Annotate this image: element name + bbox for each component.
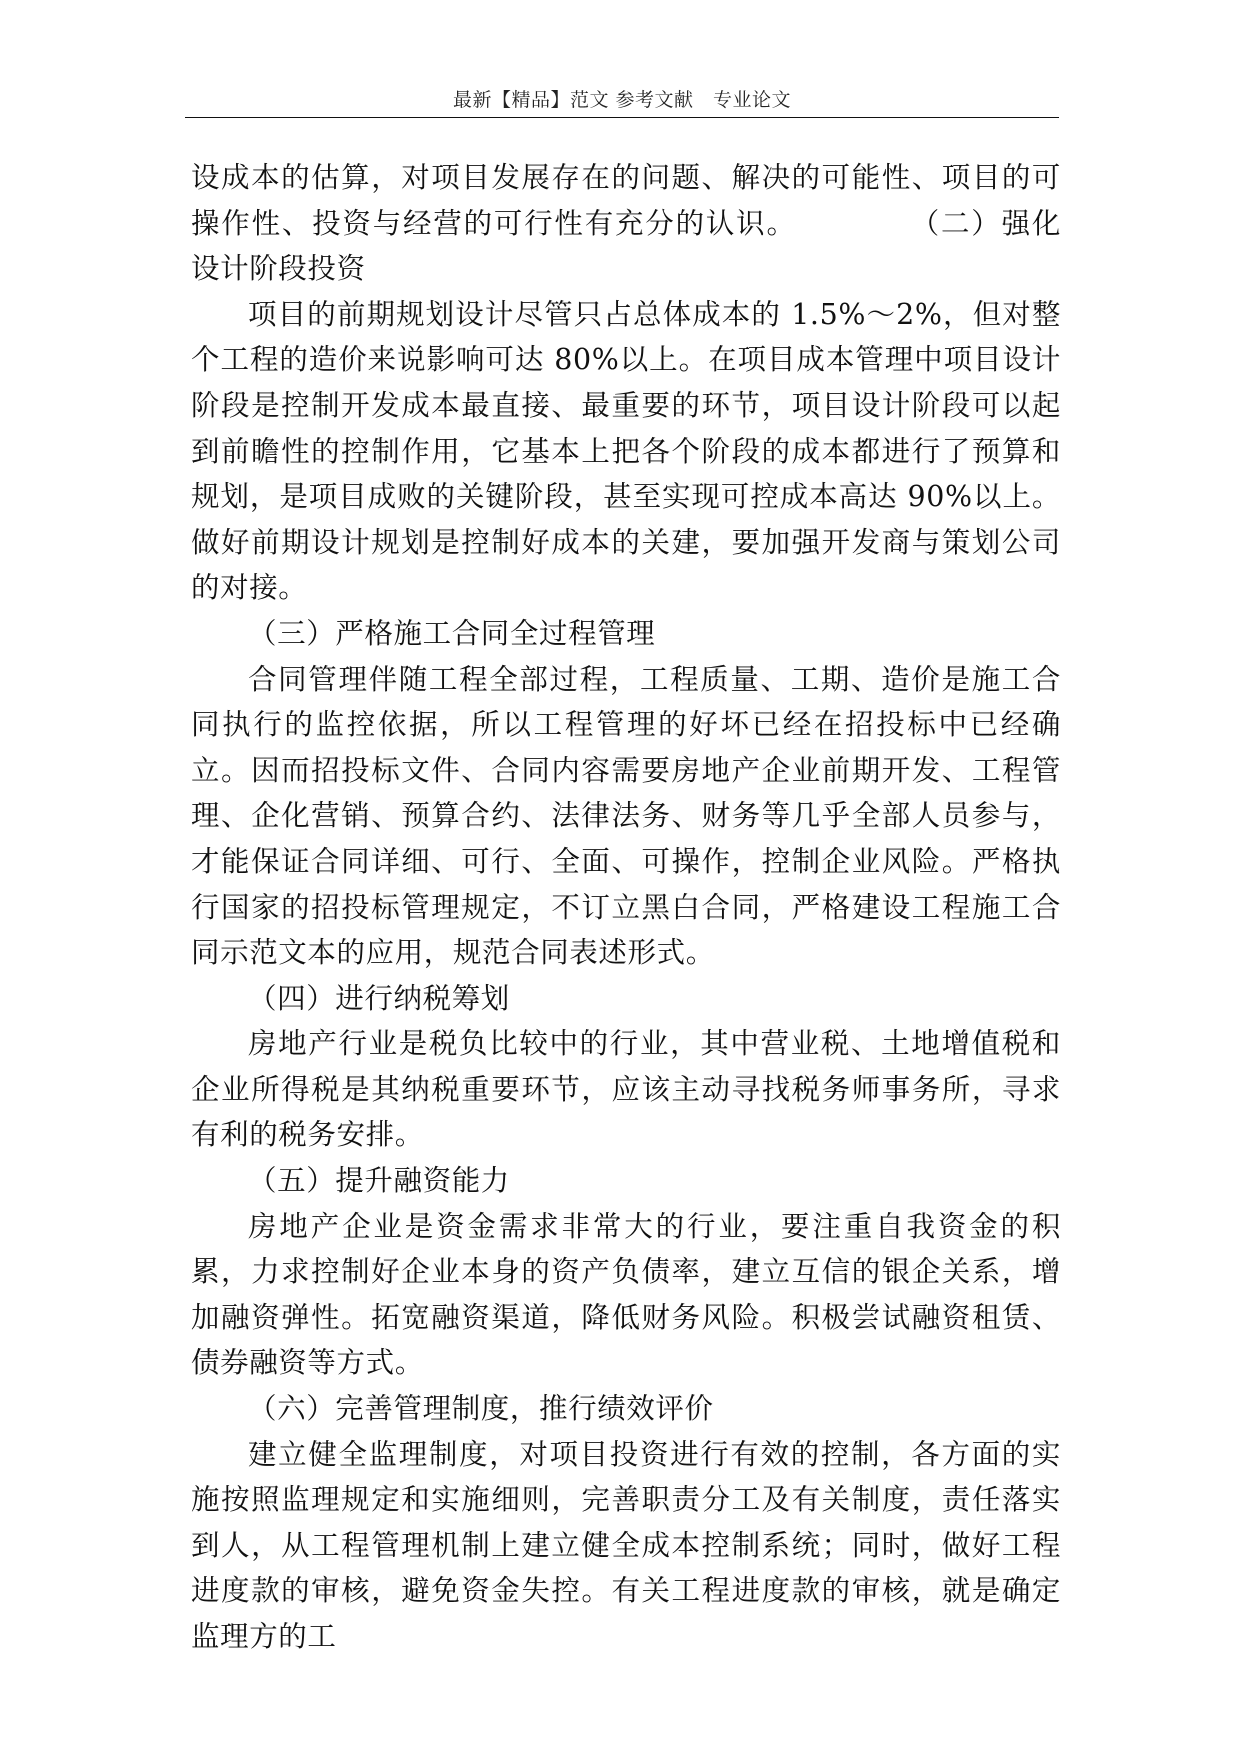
paragraph-text: 设成本的估算，对项目发展存在的问题、解决的可能性、项目的可操作性、投资与经营的可行性有充分的认识。 [191,161,1061,240]
section-heading-6: （六）完善管理制度，推行绩效评价 [248,1392,714,1426]
document-body [191,155,1061,1660]
section-heading-5: （五）提升融资能力 [248,1164,510,1198]
page-header: 最新【精品】范文 参考文献 专业论文 [452,89,792,111]
section-heading-2: （二）强化设计阶段投资 [191,206,1061,286]
paragraph-contract-management: 合同管理伴随工程全部过程，工程质量、工期、造价是施工合同执行的监控依据，所以工程管理的好坏已经在招投标中已经确立。因而招投标文件、合同内容需要房地产企业前期开发、工程管理、企化营销、预算合约、法律法务、财务等几乎全部人员参与，才能保证合同详细、可行、全面、可操作，控制企业风险。严格执行国家的招投标管理规定，不订立黑白合同，严格建设工程施工合同示范文本的应用，规范合同表述形式。 [191,662,1061,970]
paragraph-tax-planning: 房地产行业是税负比较中的行业，其中营业税、土地增值税和企业所得税是其纳税重要环节，应该主动寻找税务师事务所，寻求有利的税务安排。 [191,1027,1061,1152]
section-heading-4: （四）进行纳税筹划 [248,981,510,1015]
section-heading-3: （三）严格施工合同全过程管理 [248,616,656,650]
paragraph-design-stage: 项目的前期规划设计尽管只占总体成本的 1.5%～2%，但对整个工程的造价来说影响可达 80%以上。在项目成本管理中项目设计阶段是控制开发成本最直接、最重要的环节，项目设计阶段可以起到前瞻性的控制作用，它基本上把各个阶段的成本都进行了预算和规划，是项目成败的关键阶段，甚至实现可控成本高达 90%以上。做好前期设计规划是控制好成本的关建，要加强开发商与策划公司的对接。 [191,297,1061,605]
header-divider [185,117,1059,118]
paragraph-management-system: 建立健全监理制度，对项目投资进行有效的控制，各方面的实施按照监理规定和实施细则，完善职责分工及有关制度，责任落实到人，从工程管理机制上建立健全成本控制系统；同时，做好工程进度款的审核，避免资金失控。有关工程进度款的审核，就是确定监理方的工 [191,1437,1061,1653]
paragraph-continuation [191,155,1061,292]
paragraph-financing: 房地产企业是资金需求非常大的行业，要注重自我资金的积累，力求控制好企业本身的资产负债率，建立互信的银企关系，增加融资弹性。拓宽融资渠道，降低财务风险。积极尝试融资租赁、债券融资等方式。 [191,1209,1061,1380]
